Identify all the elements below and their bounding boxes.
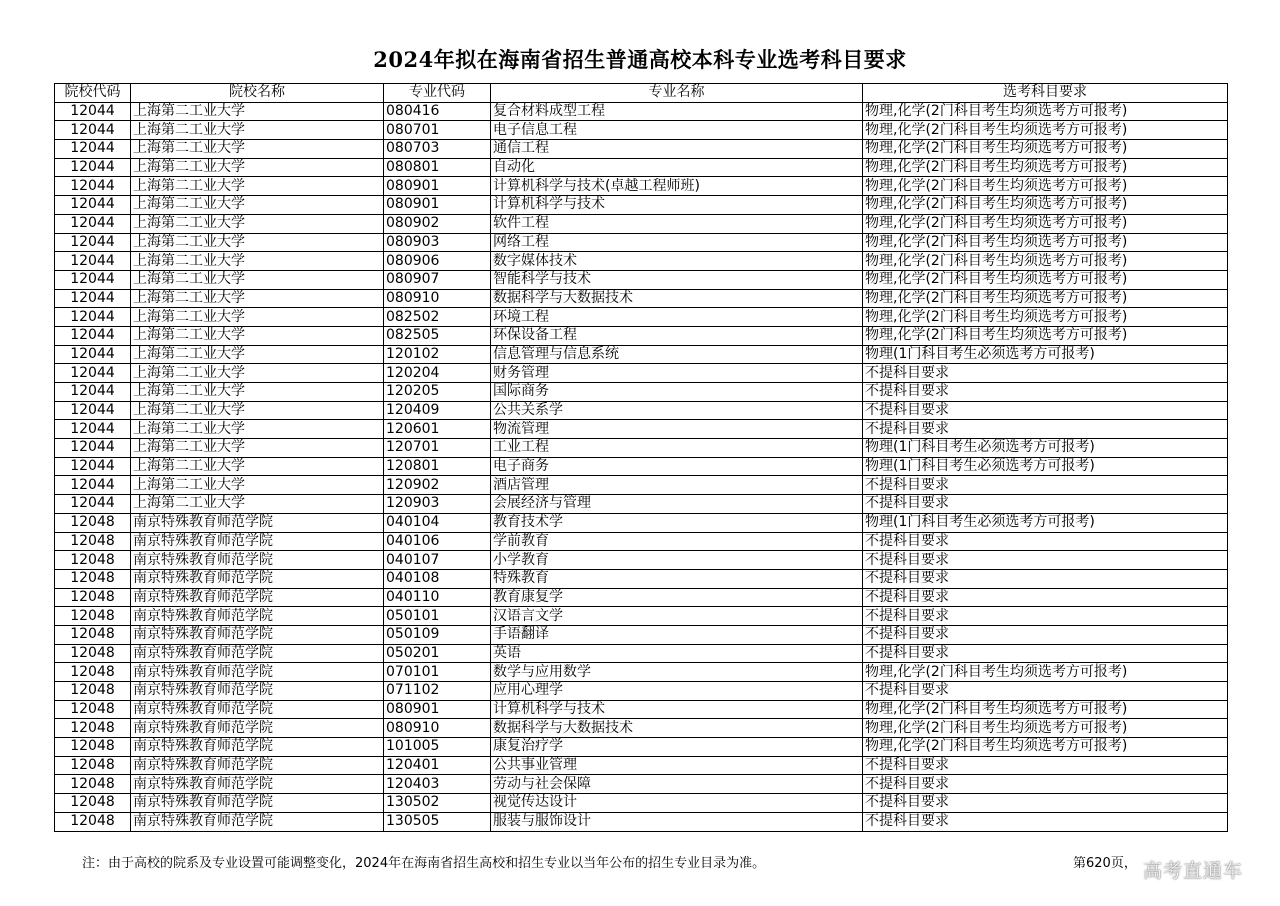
cell-subject-requirement: 不提科目要求 xyxy=(863,775,1228,794)
cell-school-name: 南京特殊教育师范学院 xyxy=(131,532,384,551)
cell-subject-requirement: 不提科目要求 xyxy=(863,588,1228,607)
header-subject-requirement: 选考科目要求 xyxy=(863,84,1228,103)
cell-subject-requirement: 物理,化学(2门科目考生均须选考方可报考) xyxy=(863,233,1228,252)
cell-school-name: 南京特殊教育师范学院 xyxy=(131,682,384,701)
cell-school-name: 上海第二工业大学 xyxy=(131,252,384,271)
cell-school-name: 南京特殊教育师范学院 xyxy=(131,756,384,775)
cell-school-code: 12044 xyxy=(55,383,131,402)
cell-school-name: 上海第二工业大学 xyxy=(131,158,384,177)
table-row xyxy=(55,607,1228,626)
cell-major-code: 070101 xyxy=(384,663,491,682)
cell-major-code: 130505 xyxy=(384,812,491,831)
cell-major-code: 120601 xyxy=(384,420,491,439)
cell-school-name: 上海第二工业大学 xyxy=(131,289,384,308)
cell-major-code: 120903 xyxy=(384,495,491,514)
cell-school-code: 12044 xyxy=(55,364,131,383)
cell-major-name: 网络工程 xyxy=(491,233,863,252)
cell-school-name: 上海第二工业大学 xyxy=(131,457,384,476)
cell-subject-requirement: 不提科目要求 xyxy=(863,644,1228,663)
cell-school-name: 上海第二工业大学 xyxy=(131,476,384,495)
table-row xyxy=(55,812,1228,831)
table-row xyxy=(55,439,1228,458)
cell-major-name: 信息管理与信息系统 xyxy=(491,345,863,364)
cell-school-name: 南京特殊教育师范学院 xyxy=(131,663,384,682)
cell-school-name: 上海第二工业大学 xyxy=(131,420,384,439)
cell-major-name: 会展经济与管理 xyxy=(491,495,863,514)
table-row xyxy=(55,383,1228,402)
cell-school-name: 南京特殊教育师范学院 xyxy=(131,775,384,794)
cell-school-code: 12048 xyxy=(55,513,131,532)
cell-major-code: 080801 xyxy=(384,158,491,177)
cell-subject-requirement: 物理,化学(2门科目考生均须选考方可报考) xyxy=(863,196,1228,215)
cell-major-code: 120801 xyxy=(384,457,491,476)
cell-school-name: 上海第二工业大学 xyxy=(131,140,384,159)
cell-school-name: 南京特殊教育师范学院 xyxy=(131,794,384,813)
cell-school-code: 12044 xyxy=(55,252,131,271)
cell-school-code: 12044 xyxy=(55,270,131,289)
cell-school-name: 南京特殊教育师范学院 xyxy=(131,513,384,532)
cell-subject-requirement: 不提科目要求 xyxy=(863,682,1228,701)
cell-school-name: 上海第二工业大学 xyxy=(131,439,384,458)
table-row xyxy=(55,345,1228,364)
cell-school-name: 上海第二工业大学 xyxy=(131,364,384,383)
cell-major-name: 小学教育 xyxy=(491,551,863,570)
table-row xyxy=(55,233,1228,252)
cell-school-code: 12044 xyxy=(55,233,131,252)
cell-major-name: 手语翻译 xyxy=(491,625,863,644)
table-row xyxy=(55,513,1228,532)
cell-major-code: 080910 xyxy=(384,719,491,738)
table-row xyxy=(55,775,1228,794)
cell-major-code: 080907 xyxy=(384,270,491,289)
cell-subject-requirement: 不提科目要求 xyxy=(863,383,1228,402)
cell-major-name: 数学与应用数学 xyxy=(491,663,863,682)
cell-major-code: 120701 xyxy=(384,439,491,458)
cell-subject-requirement: 物理,化学(2门科目考生均须选考方可报考) xyxy=(863,289,1228,308)
table-row xyxy=(55,700,1228,719)
table-row xyxy=(55,177,1228,196)
cell-school-name: 南京特殊教育师范学院 xyxy=(131,700,384,719)
table-row xyxy=(55,289,1228,308)
cell-major-code: 080701 xyxy=(384,121,491,140)
cell-school-name: 上海第二工业大学 xyxy=(131,214,384,233)
table-row xyxy=(55,625,1228,644)
table-row xyxy=(55,495,1228,514)
cell-major-code: 101005 xyxy=(384,738,491,757)
cell-major-name: 复合材料成型工程 xyxy=(491,102,863,121)
cell-major-code: 120205 xyxy=(384,383,491,402)
cell-major-code: 040107 xyxy=(384,551,491,570)
cell-major-name: 电子商务 xyxy=(491,457,863,476)
table-row xyxy=(55,644,1228,663)
cell-school-name: 上海第二工业大学 xyxy=(131,495,384,514)
cell-major-code: 040110 xyxy=(384,588,491,607)
cell-major-code: 120401 xyxy=(384,756,491,775)
cell-school-code: 12048 xyxy=(55,551,131,570)
footer-note: 注：由于高校的院系及专业设置可能调整变化，2024年在海南省招生高校和招生专业以当年公布的招生专业目录为准。 xyxy=(82,856,766,871)
table-row xyxy=(55,158,1228,177)
cell-major-name: 计算机科学与技术 xyxy=(491,700,863,719)
cell-major-code: 080910 xyxy=(384,289,491,308)
cell-major-code: 082502 xyxy=(384,308,491,327)
cell-major-code: 082505 xyxy=(384,326,491,345)
cell-school-name: 南京特殊教育师范学院 xyxy=(131,812,384,831)
table-row xyxy=(55,794,1228,813)
header-school-name: 院校名称 xyxy=(131,84,384,103)
page-number: 第620页， xyxy=(1073,856,1137,871)
cell-subject-requirement: 物理,化学(2门科目考生均须选考方可报考) xyxy=(863,214,1228,233)
cell-school-code: 12044 xyxy=(55,158,131,177)
cell-major-code: 130502 xyxy=(384,794,491,813)
table-row xyxy=(55,457,1228,476)
table-row xyxy=(55,719,1228,738)
cell-subject-requirement: 不提科目要求 xyxy=(863,495,1228,514)
cell-subject-requirement: 物理,化学(2门科目考生均须选考方可报考) xyxy=(863,663,1228,682)
cell-subject-requirement: 物理,化学(2门科目考生均须选考方可报考) xyxy=(863,121,1228,140)
cell-school-name: 上海第二工业大学 xyxy=(131,270,384,289)
cell-school-code: 12044 xyxy=(55,495,131,514)
cell-major-code: 120204 xyxy=(384,364,491,383)
cell-major-code: 050201 xyxy=(384,644,491,663)
cell-subject-requirement: 不提科目要求 xyxy=(863,607,1228,626)
cell-subject-requirement: 不提科目要求 xyxy=(863,420,1228,439)
cell-major-name: 公共关系学 xyxy=(491,401,863,420)
table-row xyxy=(55,102,1228,121)
cell-school-code: 12044 xyxy=(55,214,131,233)
cell-school-name: 南京特殊教育师范学院 xyxy=(131,644,384,663)
cell-school-code: 12048 xyxy=(55,700,131,719)
cell-subject-requirement: 不提科目要求 xyxy=(863,756,1228,775)
table-row xyxy=(55,476,1228,495)
table-row xyxy=(55,401,1228,420)
cell-school-code: 12044 xyxy=(55,289,131,308)
cell-school-code: 12044 xyxy=(55,420,131,439)
cell-major-code: 080416 xyxy=(384,102,491,121)
cell-subject-requirement: 不提科目要求 xyxy=(863,812,1228,831)
cell-school-name: 南京特殊教育师范学院 xyxy=(131,625,384,644)
cell-school-code: 12048 xyxy=(55,794,131,813)
cell-subject-requirement: 物理,化学(2门科目考生均须选考方可报考) xyxy=(863,719,1228,738)
header-major-name: 专业名称 xyxy=(491,84,863,103)
cell-subject-requirement: 不提科目要求 xyxy=(863,476,1228,495)
table-row xyxy=(55,326,1228,345)
table-row xyxy=(55,252,1228,271)
cell-school-name: 南京特殊教育师范学院 xyxy=(131,719,384,738)
cell-major-name: 数据科学与大数据技术 xyxy=(491,719,863,738)
table-row xyxy=(55,121,1228,140)
table-row xyxy=(55,532,1228,551)
cell-school-code: 12044 xyxy=(55,308,131,327)
cell-school-name: 上海第二工业大学 xyxy=(131,326,384,345)
cell-school-code: 12044 xyxy=(55,401,131,420)
cell-school-code: 12044 xyxy=(55,476,131,495)
cell-major-code: 040104 xyxy=(384,513,491,532)
cell-school-code: 12048 xyxy=(55,738,131,757)
cell-major-code: 040106 xyxy=(384,532,491,551)
cell-major-name: 视觉传达设计 xyxy=(491,794,863,813)
cell-major-name: 酒店管理 xyxy=(491,476,863,495)
cell-major-name: 工业工程 xyxy=(491,439,863,458)
cell-subject-requirement: 物理,化学(2门科目考生均须选考方可报考) xyxy=(863,102,1228,121)
cell-subject-requirement: 物理(1门科目考生必须选考方可报考) xyxy=(863,345,1228,364)
cell-school-code: 12048 xyxy=(55,644,131,663)
table-row xyxy=(55,663,1228,682)
table-row xyxy=(55,569,1228,588)
cell-major-code: 080902 xyxy=(384,214,491,233)
table-row xyxy=(55,756,1228,775)
cell-school-code: 12044 xyxy=(55,177,131,196)
cell-school-name: 上海第二工业大学 xyxy=(131,196,384,215)
cell-major-name: 环境工程 xyxy=(491,308,863,327)
cell-school-code: 12044 xyxy=(55,345,131,364)
cell-major-name: 国际商务 xyxy=(491,383,863,402)
cell-major-name: 特殊教育 xyxy=(491,569,863,588)
cell-major-name: 教育康复学 xyxy=(491,588,863,607)
cell-school-code: 12048 xyxy=(55,682,131,701)
cell-major-code: 071102 xyxy=(384,682,491,701)
cell-major-code: 120403 xyxy=(384,775,491,794)
header-major-code: 专业代码 xyxy=(384,84,491,103)
cell-major-name: 通信工程 xyxy=(491,140,863,159)
cell-major-code: 120102 xyxy=(384,345,491,364)
cell-major-name: 英语 xyxy=(491,644,863,663)
cell-major-name: 自动化 xyxy=(491,158,863,177)
cell-school-name: 南京特殊教育师范学院 xyxy=(131,607,384,626)
table-row xyxy=(55,308,1228,327)
cell-major-code: 080901 xyxy=(384,196,491,215)
watermark: 高考直通车 xyxy=(1143,860,1244,882)
cell-major-code: 120902 xyxy=(384,476,491,495)
cell-school-name: 南京特殊教育师范学院 xyxy=(131,569,384,588)
table-row xyxy=(55,196,1228,215)
cell-school-code: 12044 xyxy=(55,326,131,345)
cell-major-name: 教育技术学 xyxy=(491,513,863,532)
cell-major-name: 智能科学与技术 xyxy=(491,270,863,289)
cell-subject-requirement: 物理,化学(2门科目考生均须选考方可报考) xyxy=(863,252,1228,271)
cell-major-name: 服装与服饰设计 xyxy=(491,812,863,831)
cell-subject-requirement: 物理,化学(2门科目考生均须选考方可报考) xyxy=(863,270,1228,289)
cell-school-name: 上海第二工业大学 xyxy=(131,401,384,420)
table-body xyxy=(55,102,1228,831)
cell-major-name: 财务管理 xyxy=(491,364,863,383)
cell-school-code: 12048 xyxy=(55,663,131,682)
cell-major-name: 电子信息工程 xyxy=(491,121,863,140)
table-row xyxy=(55,364,1228,383)
cell-subject-requirement: 不提科目要求 xyxy=(863,364,1228,383)
cell-school-code: 12048 xyxy=(55,588,131,607)
cell-subject-requirement: 不提科目要求 xyxy=(863,569,1228,588)
cell-major-code: 050109 xyxy=(384,625,491,644)
cell-subject-requirement: 物理,化学(2门科目考生均须选考方可报考) xyxy=(863,326,1228,345)
cell-school-name: 上海第二工业大学 xyxy=(131,233,384,252)
cell-school-code: 12048 xyxy=(55,756,131,775)
cell-school-code: 12044 xyxy=(55,439,131,458)
cell-subject-requirement: 物理(1门科目考生必须选考方可报考) xyxy=(863,439,1228,458)
cell-school-name: 上海第二工业大学 xyxy=(131,177,384,196)
cell-subject-requirement: 物理,化学(2门科目考生均须选考方可报考) xyxy=(863,738,1228,757)
cell-major-name: 劳动与社会保障 xyxy=(491,775,863,794)
table-row xyxy=(55,214,1228,233)
cell-school-name: 上海第二工业大学 xyxy=(131,308,384,327)
cell-school-code: 12044 xyxy=(55,196,131,215)
cell-major-name: 数据科学与大数据技术 xyxy=(491,289,863,308)
cell-school-code: 12044 xyxy=(55,457,131,476)
cell-school-name: 上海第二工业大学 xyxy=(131,345,384,364)
table-row xyxy=(55,270,1228,289)
cell-school-code: 12048 xyxy=(55,775,131,794)
cell-school-code: 12044 xyxy=(55,102,131,121)
table-row xyxy=(55,551,1228,570)
cell-school-code: 12048 xyxy=(55,532,131,551)
cell-school-code: 12048 xyxy=(55,569,131,588)
cell-subject-requirement: 物理,化学(2门科目考生均须选考方可报考) xyxy=(863,177,1228,196)
cell-subject-requirement: 物理,化学(2门科目考生均须选考方可报考) xyxy=(863,700,1228,719)
cell-subject-requirement: 物理,化学(2门科目考生均须选考方可报考) xyxy=(863,158,1228,177)
table-row xyxy=(55,140,1228,159)
cell-major-code: 080903 xyxy=(384,233,491,252)
cell-subject-requirement: 不提科目要求 xyxy=(863,532,1228,551)
page-title: 2024年拟在海南省招生普通高校本科专业选考科目要求 xyxy=(373,47,907,72)
cell-subject-requirement: 不提科目要求 xyxy=(863,794,1228,813)
table-row xyxy=(55,682,1228,701)
cell-school-code: 12048 xyxy=(55,812,131,831)
cell-school-code: 12044 xyxy=(55,121,131,140)
requirements-table xyxy=(54,83,1228,832)
cell-subject-requirement: 物理(1门科目考生必须选考方可报考) xyxy=(863,457,1228,476)
table-row xyxy=(55,738,1228,757)
cell-major-name: 学前教育 xyxy=(491,532,863,551)
cell-major-name: 康复治疗学 xyxy=(491,738,863,757)
cell-school-name: 上海第二工业大学 xyxy=(131,383,384,402)
cell-subject-requirement: 不提科目要求 xyxy=(863,551,1228,570)
cell-major-name: 计算机科学与技术(卓越工程师班) xyxy=(491,177,863,196)
cell-major-name: 软件工程 xyxy=(491,214,863,233)
cell-major-code: 120409 xyxy=(384,401,491,420)
cell-major-code: 050101 xyxy=(384,607,491,626)
cell-major-code: 040108 xyxy=(384,569,491,588)
cell-subject-requirement: 不提科目要求 xyxy=(863,401,1228,420)
cell-major-code: 080703 xyxy=(384,140,491,159)
cell-major-code: 080906 xyxy=(384,252,491,271)
cell-school-name: 上海第二工业大学 xyxy=(131,102,384,121)
cell-subject-requirement: 物理,化学(2门科目考生均须选考方可报考) xyxy=(863,308,1228,327)
cell-school-name: 南京特殊教育师范学院 xyxy=(131,588,384,607)
cell-school-name: 南京特殊教育师范学院 xyxy=(131,551,384,570)
table-row xyxy=(55,420,1228,439)
cell-school-code: 12048 xyxy=(55,625,131,644)
cell-subject-requirement: 物理,化学(2门科目考生均须选考方可报考) xyxy=(863,140,1228,159)
cell-major-name: 应用心理学 xyxy=(491,682,863,701)
cell-major-name: 数字媒体技术 xyxy=(491,252,863,271)
header-school-code: 院校代码 xyxy=(55,84,131,103)
table-row xyxy=(55,588,1228,607)
cell-subject-requirement: 不提科目要求 xyxy=(863,625,1228,644)
cell-major-code: 080901 xyxy=(384,700,491,719)
cell-major-name: 计算机科学与技术 xyxy=(491,196,863,215)
cell-school-code: 12048 xyxy=(55,607,131,626)
cell-school-code: 12048 xyxy=(55,719,131,738)
cell-major-name: 环保设备工程 xyxy=(491,326,863,345)
cell-major-name: 公共事业管理 xyxy=(491,756,863,775)
cell-major-name: 物流管理 xyxy=(491,420,863,439)
cell-school-name: 上海第二工业大学 xyxy=(131,121,384,140)
table-header-row xyxy=(55,84,1228,103)
cell-school-name: 南京特殊教育师范学院 xyxy=(131,738,384,757)
cell-major-name: 汉语言文学 xyxy=(491,607,863,626)
cell-school-code: 12044 xyxy=(55,140,131,159)
cell-major-code: 080901 xyxy=(384,177,491,196)
cell-subject-requirement: 物理(1门科目考生必须选考方可报考) xyxy=(863,513,1228,532)
